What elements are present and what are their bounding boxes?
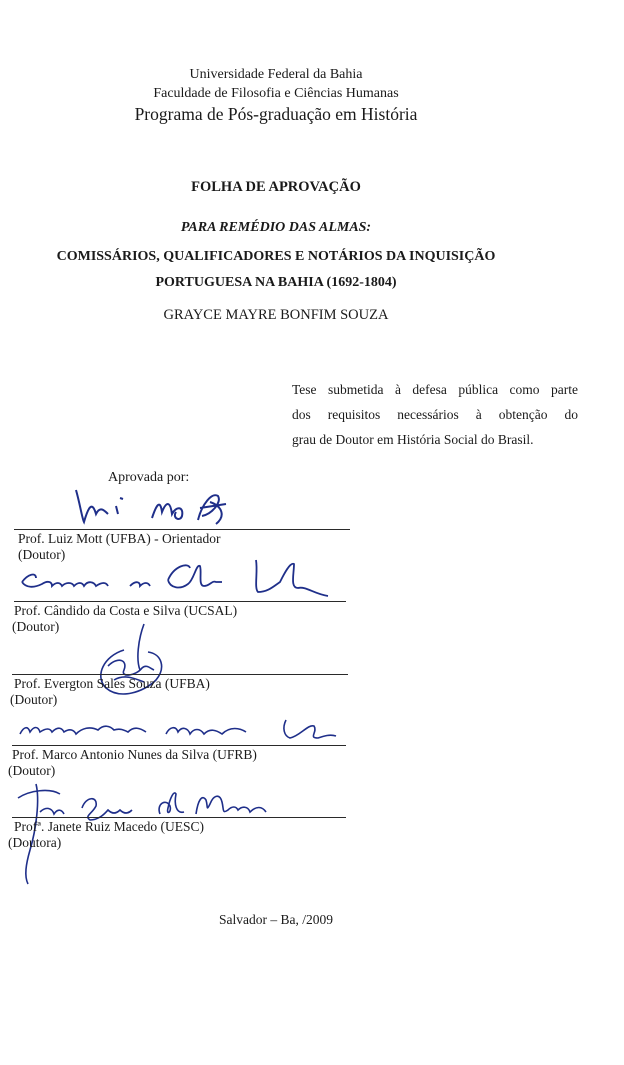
thesis-title-line-1: COMISSÁRIOS, QUALIFICADORES E NOTÁRIOS DA INQUISIÇÃO: [56, 249, 496, 264]
signature-line: [12, 817, 346, 818]
approval-sheet-title: FOLHA DE APROVAÇÃO: [191, 179, 361, 195]
committee-member-degree: (Doutora): [8, 835, 62, 850]
committee-member-degree: (Doutor): [8, 763, 56, 778]
committee-member-degree: (Doutor): [18, 547, 66, 562]
place-date: Salvador – Ba, /2009: [219, 912, 333, 927]
committee-member-name: Prof. Cândido da Costa e Silva (UCSAL): [14, 603, 238, 618]
statement-line-3: grau de Doutor em História Social do Brasil.: [292, 432, 534, 447]
committee-member-name: Prof. Luiz Mott (UFBA) - Orientador: [18, 531, 221, 546]
signature-image: [84, 620, 184, 711]
thesis-title-line-2: PORTUGUESA NA BAHIA (1692-1804): [155, 275, 397, 290]
thesis-subtitle: PARA REMÉDIO DAS ALMAS:: [180, 220, 372, 235]
committee-member-degree: (Doutor): [12, 619, 60, 634]
university-name: Universidade Federal da Bahia: [189, 67, 363, 82]
committee-member-name: Prof. Marco Antonio Nunes da Silva (UFRB): [12, 747, 257, 762]
signature-image: [72, 484, 272, 535]
committee-member-name: Prof. Evergton Sales Souza (UFBA): [14, 676, 210, 691]
signature-line: [12, 674, 348, 675]
signature-line: [14, 529, 350, 530]
program-name: Programa de Pós-graduação em História: [134, 104, 418, 124]
statement-line-2: dos requisitos necessários à obtenção do: [292, 407, 578, 422]
committee-member-name: Profª. Janete Ruiz Macedo (UESC): [14, 819, 205, 834]
author-name: GRAYCE MAYRE BONFIM SOUZA: [163, 307, 389, 323]
faculty-name: Faculdade de Filosofia e Ciências Humanas: [153, 86, 399, 101]
statement-line-1: Tese submetida à defesa pública como parte: [292, 382, 578, 397]
signature-line: [12, 745, 346, 746]
signature-line: [14, 601, 346, 602]
approved-by-label: Aprovada por:: [108, 470, 190, 485]
committee-member-degree: (Doutor): [10, 692, 58, 707]
